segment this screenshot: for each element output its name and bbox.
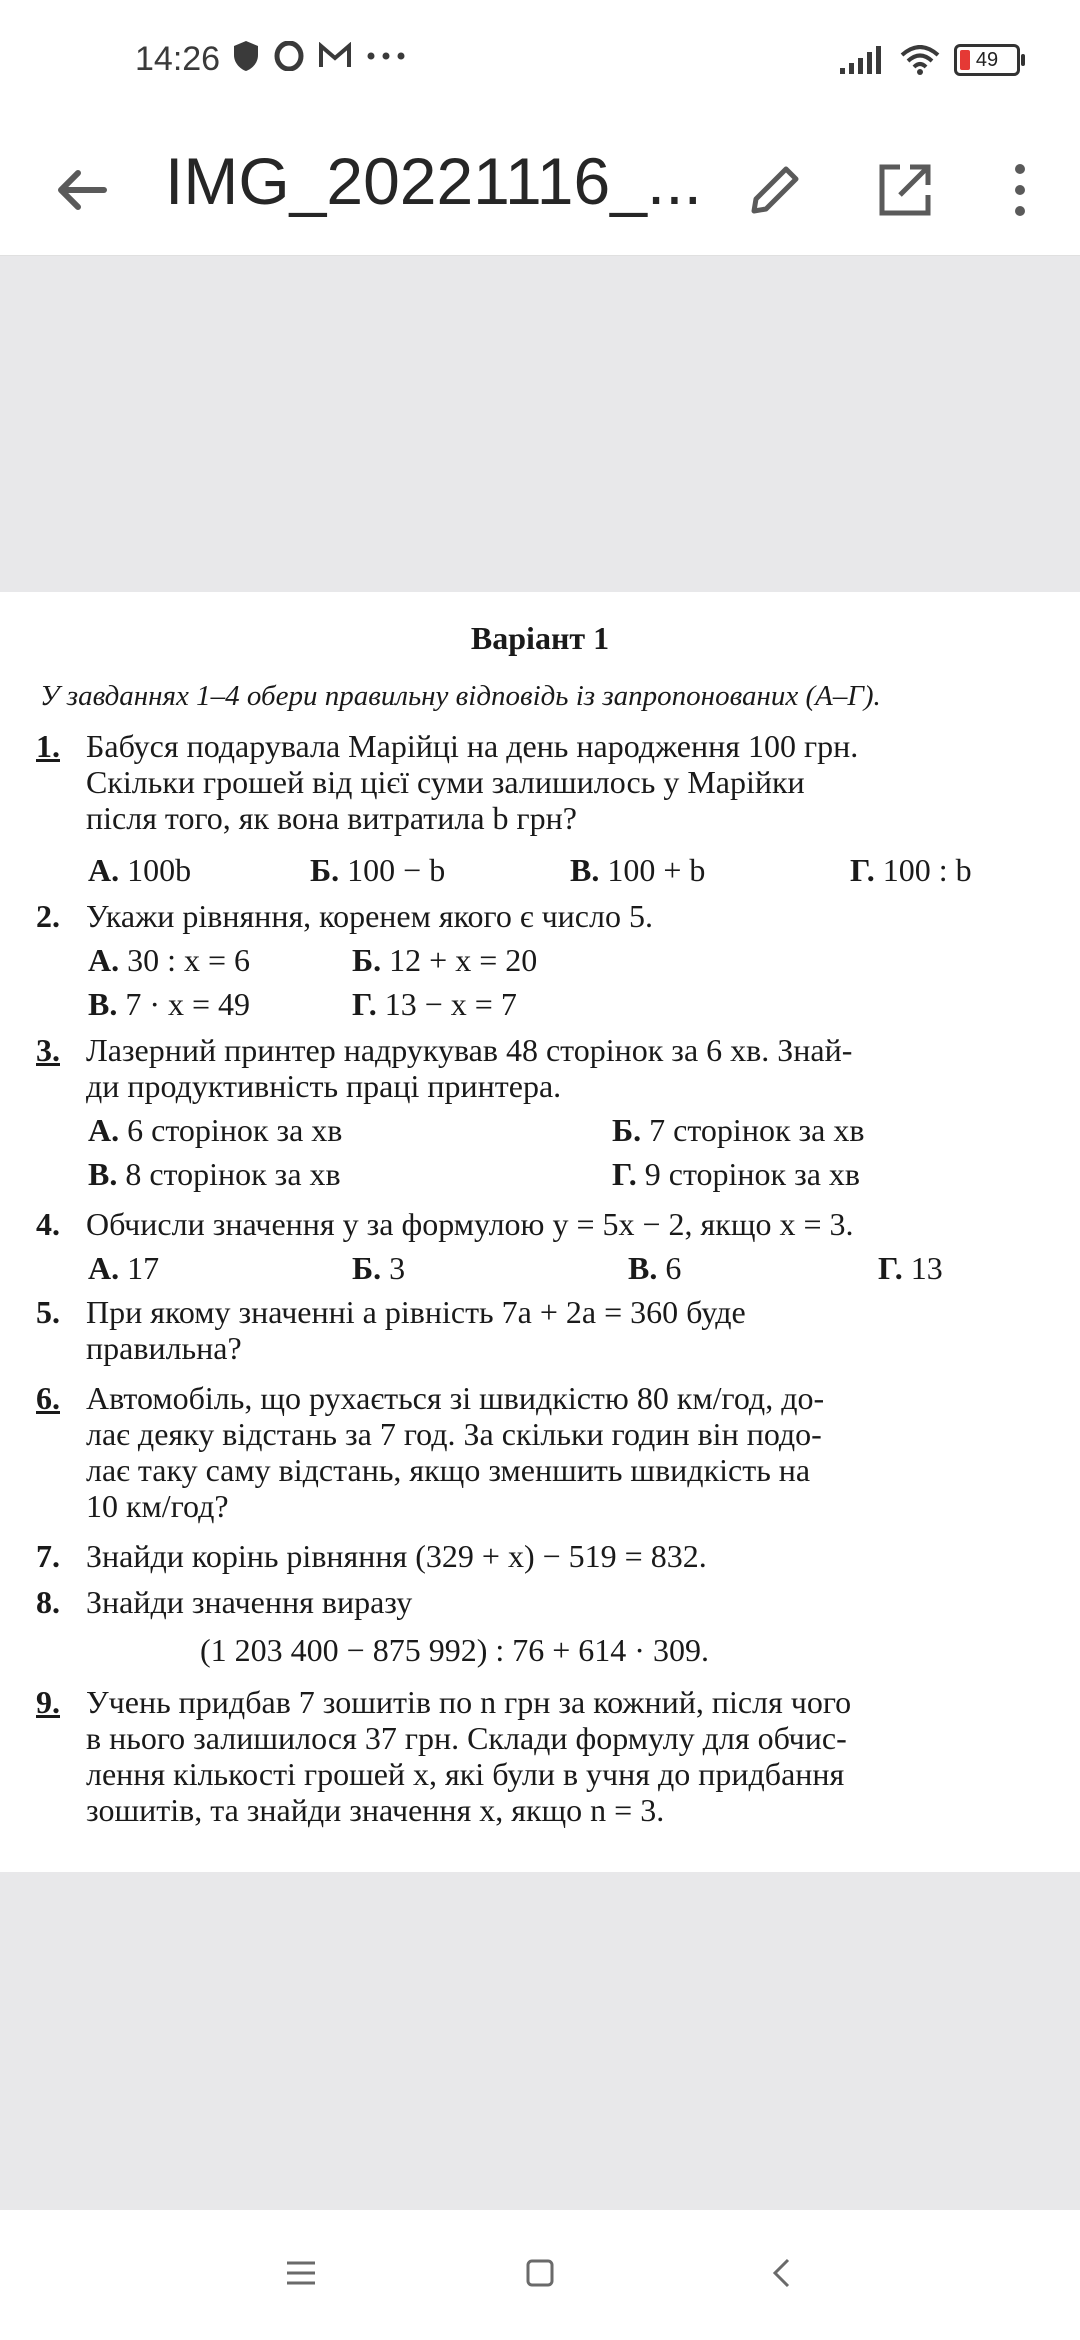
wifi-icon [900, 45, 940, 75]
shield-icon [232, 40, 260, 72]
home-square-icon[interactable] [522, 2255, 558, 2291]
task-line: ди продуктивність праці принтера. [86, 1068, 562, 1104]
option-c: В. 100 + b [570, 852, 706, 888]
task-line: Лазерний принтер надрукував 48 сторінок за 6 хв. Знай- [86, 1032, 853, 1068]
task-line: після того, як вона витратила b грн? [86, 800, 577, 836]
instruction-text: У завданнях 1–4 обери правильну відповідь із запропонованих (А–Г). [40, 680, 881, 712]
task-line: правильна? [86, 1330, 242, 1366]
option-d: Г. 9 сторінок за хв [612, 1156, 861, 1192]
option-c: В. 8 сторінок за хв [88, 1156, 341, 1192]
task-line: 10 км/год? [86, 1488, 229, 1524]
status-bar [0, 0, 1080, 125]
system-navigation-bar [0, 2210, 1080, 2340]
menu-icon[interactable] [283, 2255, 319, 2291]
option-b: Б. 12 + x = 20 [352, 942, 538, 978]
option-d: Г. 13 [878, 1250, 943, 1286]
file-title: IMG_20221116_... [165, 144, 702, 218]
status-icons-left [232, 40, 406, 72]
option-d: Г. 13 − x = 7 [352, 986, 517, 1022]
back-arrow-icon[interactable] [48, 155, 118, 225]
task-number: 8. [36, 1584, 60, 1620]
expression-formula: (1 203 400 − 875 992) : 76 + 614 · 309. [200, 1632, 709, 1668]
option-b: Б. 100 − b [310, 852, 446, 888]
task-number: 9. [36, 1684, 60, 1720]
status-icons-right [840, 44, 1020, 76]
task-line: в нього залишилося 37 грн. Склади формулу для обчис- [86, 1720, 847, 1756]
task-number: 6. [36, 1380, 60, 1416]
option-a: А. 17 [88, 1250, 160, 1286]
option-d: Г. 100 : b [850, 852, 972, 888]
task-number: 3. [36, 1032, 60, 1068]
option-a: А. 30 : x = 6 [88, 942, 251, 978]
task-number: 2. [36, 898, 60, 934]
status-time: 14:26 [135, 40, 221, 78]
option-a: А. 6 сторінок за хв [88, 1112, 343, 1148]
task-number: 7. [36, 1538, 60, 1574]
mail-icon [318, 42, 352, 70]
task-line: зошитів, та знайди значення x, якщо n = 3. [86, 1792, 665, 1828]
more-vert-icon[interactable] [1000, 155, 1040, 225]
option-a: А. 100b [88, 852, 192, 888]
task-number: 4. [36, 1206, 60, 1242]
task-line: Бабуся подарувала Марійці на день народження 100 грн. [86, 728, 859, 764]
app-bar [0, 125, 1080, 256]
battery-icon [954, 44, 1020, 76]
option-c: В. 6 [628, 1250, 682, 1286]
edit-pencil-icon[interactable] [740, 155, 810, 225]
task-line: Учень придбав 7 зошитів по n грн за кожний, після чого [86, 1684, 852, 1720]
document-image[interactable] [0, 592, 1080, 1872]
task-line: Скільки грошей від цієї суми залишилось у Марійки [86, 764, 805, 800]
task-number: 5. [36, 1294, 60, 1330]
task-line: Знайди корінь рівняння (329 + x) − 519 = 832. [86, 1538, 707, 1574]
task-line: Знайди значення виразу [86, 1584, 413, 1620]
task-line: лає деяку відстань за 7 год. За скільки годин він подо- [86, 1416, 822, 1452]
option-c: В. 7 · x = 49 [88, 986, 251, 1022]
task-line: При якому значенні a рівність 7a + 2a = 360 буде [86, 1294, 746, 1330]
more-dots-icon [366, 51, 406, 61]
page-title: Варіант 1 [470, 620, 610, 656]
option-b: Б. 3 [352, 1250, 406, 1286]
task-line: лає таку саму відстань, якщо зменшить швидкість на [86, 1452, 811, 1488]
option-b: Б. 7 сторінок за хв [612, 1112, 865, 1148]
open-external-icon[interactable] [870, 155, 940, 225]
task-line: Обчисли значення y за формулою y = 5x − 2, якщо x = 3. [86, 1206, 854, 1242]
back-chevron-icon[interactable] [764, 2255, 800, 2291]
battery-level: 49 [975, 49, 999, 71]
battery-fill [960, 50, 970, 70]
task-line: Автомобіль, що рухається зі швидкістю 80 км/год, до- [86, 1380, 825, 1416]
task-number: 1. [36, 728, 60, 764]
opera-icon [274, 41, 304, 71]
task-line: лення кількості грошей x, які були в учня до придбання [86, 1756, 845, 1792]
signal-icon [840, 46, 886, 74]
task-line: Укажи рівняння, коренем якого є число 5. [86, 898, 653, 934]
